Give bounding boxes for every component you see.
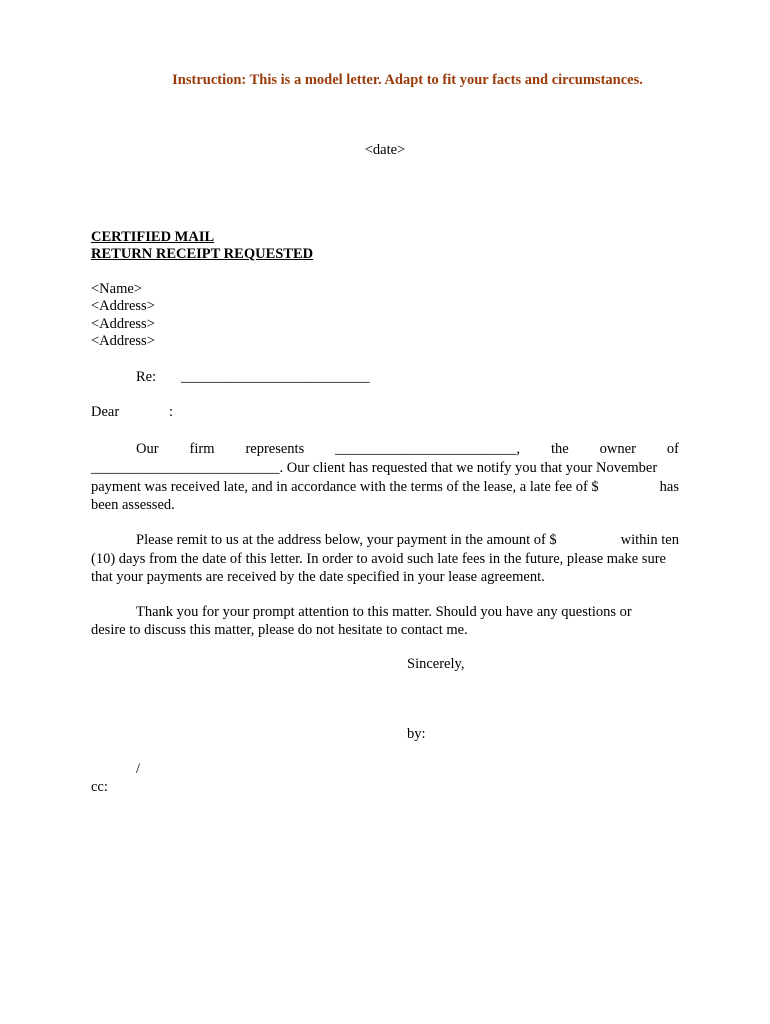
para2-line3: that your payments are received by the date specified in your lease agreement.: [91, 569, 545, 585]
para1-word: of: [666, 441, 679, 457]
closing-sincerely: Sincerely,: [407, 656, 465, 672]
para1-word: firm: [189, 441, 215, 457]
signature-by: by:: [407, 726, 426, 742]
para2-line2: (10) days from the date of this letter. In order to avoid such late fees in the future, please make sure: [91, 551, 666, 567]
client-name-blank: _________________________,: [335, 441, 521, 457]
para2-line1-text: Please remit to us at the address below, your payment in the amount of $: [136, 532, 557, 548]
cc-label: cc:: [91, 779, 108, 795]
para1-word: Our: [136, 441, 159, 457]
salutation-colon: :: [169, 404, 174, 420]
salutation-dear: Dear: [91, 404, 120, 420]
para2-line1-end: within ten: [620, 532, 679, 548]
re-blank: __________________________: [181, 369, 370, 385]
para1-line4: been assessed.: [91, 497, 175, 513]
instruction-note: Instruction: This is a model letter. Adapt to fit your facts and circumstances.: [172, 72, 643, 88]
recipient-address-3: <Address>: [91, 333, 155, 349]
para3-line2: desire to discuss this matter, please do not hesitate to contact me.: [91, 622, 468, 638]
para1-line1: [91, 441, 679, 459]
para3-line1: Thank you for your prompt attention to this matter. Should you have any questions or: [136, 604, 632, 620]
para1-word: owner: [599, 441, 636, 457]
para1-line3-text: payment was received late, and in accordance with the terms of the lease, a late fee of $: [91, 479, 599, 495]
para1-word: represents: [245, 441, 305, 457]
para1-line3-end: has: [659, 479, 679, 495]
para1-word: the: [551, 441, 569, 457]
recipient-address-2: <Address>: [91, 316, 155, 332]
para2-line1: [91, 532, 679, 550]
letter-date: <date>: [364, 142, 406, 158]
return-receipt-heading: RETURN RECEIPT REQUESTED: [91, 246, 314, 262]
re-label: Re:: [136, 369, 157, 385]
certified-mail-heading: CERTIFIED MAIL: [91, 229, 215, 245]
para1-line3: [91, 479, 679, 497]
typist-initials: /: [136, 761, 141, 777]
recipient-address-1: <Address>: [91, 298, 155, 314]
para1-line2: __________________________. Our client has requested that we notify you that your November: [91, 460, 658, 476]
recipient-name: <Name>: [91, 281, 142, 297]
